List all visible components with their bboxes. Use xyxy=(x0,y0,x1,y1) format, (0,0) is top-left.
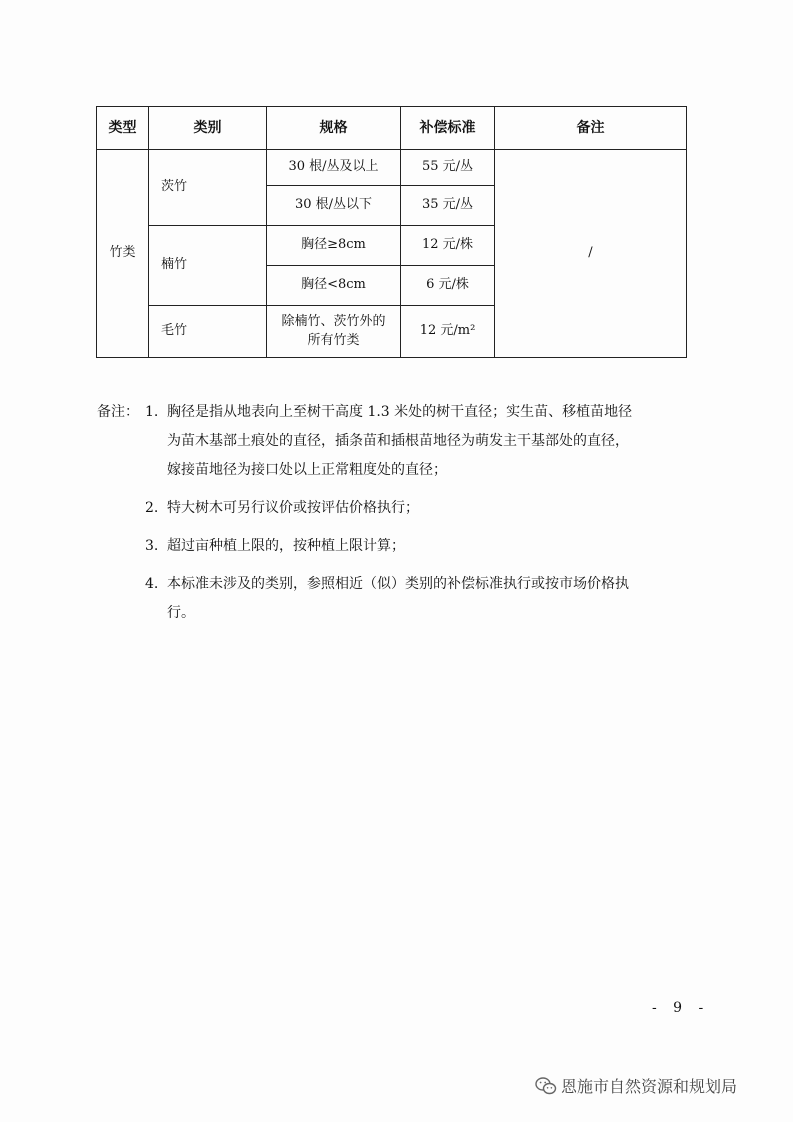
note-line: 特大树木可另行议价或按评估价格执行； xyxy=(167,500,419,516)
spec-cell: 胸径<8cm xyxy=(267,266,401,306)
spec-cell xyxy=(267,306,401,358)
type-cell: 竹类 xyxy=(97,150,149,358)
standard-cell: 35 元/丛 xyxy=(401,186,495,226)
note-text xyxy=(167,398,697,485)
note-text xyxy=(167,570,697,628)
table-row xyxy=(97,150,687,186)
page-number: - 9 - xyxy=(652,1000,710,1016)
spec-line: 所有竹类 xyxy=(307,332,360,348)
header-spec: 规格 xyxy=(267,107,401,150)
note-text xyxy=(167,532,697,561)
header-remark: 备注 xyxy=(495,107,687,150)
note-line: 为苗木基部土痕处的直径，插条苗和插根苗地径为萌发主干基部处的直径， xyxy=(167,433,629,449)
note-number: 3. xyxy=(145,538,159,554)
note-line: 嫁接苗地径为接口处以上正常粗度处的直径； xyxy=(167,462,447,478)
note-number: 2. xyxy=(145,500,159,516)
category-cell: 茨竹 xyxy=(149,150,267,226)
compensation-table xyxy=(96,106,687,358)
spec-cell: 30 根/丛及以上 xyxy=(267,150,401,186)
spec-cell: 30 根/丛以下 xyxy=(267,186,401,226)
notes-label: 备注： xyxy=(97,404,139,420)
header-standard: 补偿标准 xyxy=(401,107,495,150)
note-text xyxy=(167,494,697,523)
note-item xyxy=(97,494,697,523)
standard-cell: 55 元/丛 xyxy=(401,150,495,186)
header-type: 类型 xyxy=(97,107,149,150)
watermark xyxy=(535,1074,737,1097)
table-header-row xyxy=(97,107,687,150)
standard-cell: 12 元/株 xyxy=(401,226,495,266)
note-item xyxy=(97,532,697,561)
note-line: 胸径是指从地表向上至树干高度 1.3 米处的树干直径；实生苗、移植苗地径 xyxy=(167,404,633,420)
standard-cell: 12 元/m² xyxy=(401,306,495,358)
spec-cell: 胸径≥8cm xyxy=(267,226,401,266)
note-item xyxy=(97,570,697,628)
note-line: 超过亩种植上限的，按种植上限计算； xyxy=(167,538,405,554)
watermark-text: 恩施市自然资源和规划局 xyxy=(561,1077,738,1096)
wechat-icon xyxy=(535,1076,557,1096)
category-cell: 楠竹 xyxy=(149,226,267,306)
category-cell: 毛竹 xyxy=(149,306,267,358)
notes-section xyxy=(97,398,697,628)
remark-cell: / xyxy=(495,150,687,358)
note-item xyxy=(97,398,697,485)
spec-line: 除楠竹、茨竹外的 xyxy=(281,313,386,329)
note-number: 4. xyxy=(145,576,159,592)
note-line: 行。 xyxy=(167,605,195,621)
header-category: 类别 xyxy=(149,107,267,150)
note-number: 1. xyxy=(145,404,159,420)
note-line: 本标准未涉及的类别，参照相近（似）类别的补偿标准执行或按市场价格执 xyxy=(167,576,629,592)
standard-cell: 6 元/株 xyxy=(401,266,495,306)
